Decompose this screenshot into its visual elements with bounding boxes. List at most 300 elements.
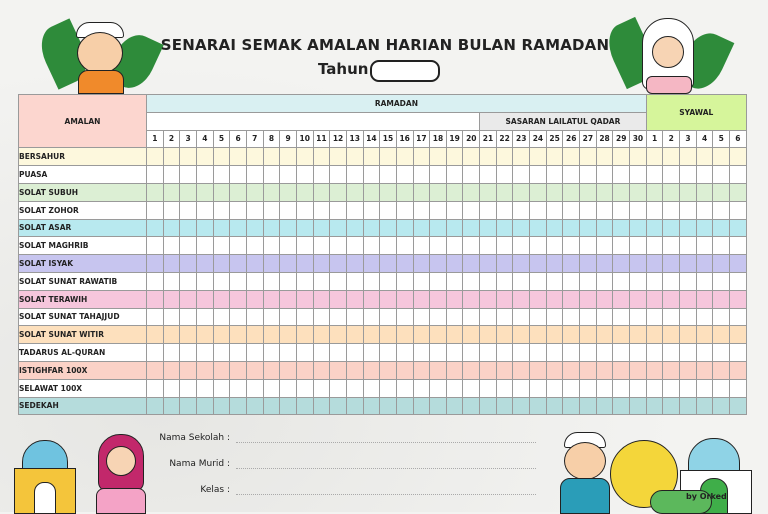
checkbox-cell[interactable] bbox=[213, 148, 230, 166]
checkbox-cell[interactable] bbox=[330, 326, 347, 344]
checkbox-cell[interactable] bbox=[680, 255, 697, 273]
school-name-field[interactable] bbox=[150, 433, 230, 459]
checkbox-cell[interactable] bbox=[196, 308, 213, 326]
checkbox-cell[interactable] bbox=[246, 237, 263, 255]
checkbox-cell[interactable] bbox=[163, 379, 180, 397]
checkbox-cell[interactable] bbox=[680, 344, 697, 362]
checkbox-cell[interactable] bbox=[446, 183, 463, 201]
checkbox-cell[interactable] bbox=[296, 326, 313, 344]
checkbox-cell[interactable] bbox=[246, 290, 263, 308]
checkbox-cell[interactable] bbox=[596, 308, 613, 326]
checkbox-cell[interactable] bbox=[230, 344, 247, 362]
checkbox-cell[interactable] bbox=[513, 361, 530, 379]
checkbox-cell[interactable] bbox=[696, 290, 713, 308]
checkbox-cell[interactable] bbox=[513, 255, 530, 273]
checkbox-cell[interactable] bbox=[480, 397, 497, 415]
checkbox-cell[interactable] bbox=[630, 272, 647, 290]
checkbox-cell[interactable] bbox=[396, 255, 413, 273]
checkbox-cell[interactable] bbox=[230, 255, 247, 273]
checkbox-cell[interactable] bbox=[263, 379, 280, 397]
checkbox-cell[interactable] bbox=[196, 397, 213, 415]
checkbox-cell[interactable] bbox=[680, 308, 697, 326]
checkbox-cell[interactable] bbox=[330, 183, 347, 201]
checkbox-cell[interactable] bbox=[363, 308, 380, 326]
checkbox-cell[interactable] bbox=[730, 183, 747, 201]
checkbox-cell[interactable] bbox=[246, 201, 263, 219]
checkbox-cell[interactable] bbox=[463, 326, 480, 344]
checkbox-cell[interactable] bbox=[580, 379, 597, 397]
checkbox-cell[interactable] bbox=[663, 290, 680, 308]
checkbox-cell[interactable] bbox=[730, 326, 747, 344]
checkbox-cell[interactable] bbox=[246, 148, 263, 166]
year-input-box[interactable] bbox=[370, 60, 440, 82]
checkbox-cell[interactable] bbox=[330, 361, 347, 379]
checkbox-cell[interactable] bbox=[246, 308, 263, 326]
checkbox-cell[interactable] bbox=[346, 326, 363, 344]
checkbox-cell[interactable] bbox=[430, 361, 447, 379]
checkbox-cell[interactable] bbox=[696, 379, 713, 397]
checkbox-cell[interactable] bbox=[730, 219, 747, 237]
checkbox-cell[interactable] bbox=[480, 255, 497, 273]
checkbox-cell[interactable] bbox=[630, 397, 647, 415]
checkbox-cell[interactable] bbox=[246, 272, 263, 290]
checkbox-cell[interactable] bbox=[263, 255, 280, 273]
checkbox-cell[interactable] bbox=[463, 379, 480, 397]
checkbox-cell[interactable] bbox=[513, 344, 530, 362]
checkbox-cell[interactable] bbox=[613, 166, 630, 184]
checkbox-cell[interactable] bbox=[296, 290, 313, 308]
checkbox-cell[interactable] bbox=[396, 361, 413, 379]
checkbox-cell[interactable] bbox=[630, 201, 647, 219]
checkbox-cell[interactable] bbox=[296, 361, 313, 379]
checkbox-cell[interactable] bbox=[413, 201, 430, 219]
checkbox-cell[interactable] bbox=[463, 344, 480, 362]
checkbox-cell[interactable] bbox=[396, 201, 413, 219]
checkbox-cell[interactable] bbox=[563, 166, 580, 184]
checkbox-cell[interactable] bbox=[180, 201, 197, 219]
checkbox-cell[interactable] bbox=[613, 344, 630, 362]
checkbox-cell[interactable] bbox=[213, 219, 230, 237]
checkbox-cell[interactable] bbox=[546, 183, 563, 201]
checkbox-cell[interactable] bbox=[680, 290, 697, 308]
checkbox-cell[interactable] bbox=[147, 183, 164, 201]
checkbox-cell[interactable] bbox=[596, 166, 613, 184]
checkbox-cell[interactable] bbox=[546, 272, 563, 290]
checkbox-cell[interactable] bbox=[230, 148, 247, 166]
checkbox-cell[interactable] bbox=[580, 219, 597, 237]
checkbox-cell[interactable] bbox=[530, 255, 547, 273]
checkbox-cell[interactable] bbox=[263, 183, 280, 201]
checkbox-cell[interactable] bbox=[446, 201, 463, 219]
checkbox-cell[interactable] bbox=[696, 397, 713, 415]
checkbox-cell[interactable] bbox=[596, 148, 613, 166]
checkbox-cell[interactable] bbox=[213, 183, 230, 201]
checkbox-cell[interactable] bbox=[530, 201, 547, 219]
checkbox-cell[interactable] bbox=[480, 361, 497, 379]
checkbox-cell[interactable] bbox=[630, 326, 647, 344]
checkbox-cell[interactable] bbox=[613, 308, 630, 326]
checkbox-cell[interactable] bbox=[230, 308, 247, 326]
checkbox-cell[interactable] bbox=[380, 379, 397, 397]
checkbox-cell[interactable] bbox=[280, 272, 297, 290]
checkbox-cell[interactable] bbox=[463, 201, 480, 219]
checkbox-cell[interactable] bbox=[446, 219, 463, 237]
checkbox-cell[interactable] bbox=[346, 166, 363, 184]
checkbox-cell[interactable] bbox=[480, 201, 497, 219]
checkbox-cell[interactable] bbox=[296, 219, 313, 237]
checkbox-cell[interactable] bbox=[330, 272, 347, 290]
checkbox-cell[interactable] bbox=[213, 397, 230, 415]
checkbox-cell[interactable] bbox=[263, 148, 280, 166]
checkbox-cell[interactable] bbox=[280, 326, 297, 344]
checkbox-cell[interactable] bbox=[480, 148, 497, 166]
checkbox-cell[interactable] bbox=[730, 397, 747, 415]
checkbox-cell[interactable] bbox=[630, 183, 647, 201]
checkbox-cell[interactable] bbox=[446, 290, 463, 308]
checkbox-cell[interactable] bbox=[147, 148, 164, 166]
checkbox-cell[interactable] bbox=[196, 326, 213, 344]
checkbox-cell[interactable] bbox=[230, 379, 247, 397]
checkbox-cell[interactable] bbox=[413, 326, 430, 344]
checkbox-cell[interactable] bbox=[613, 201, 630, 219]
checkbox-cell[interactable] bbox=[147, 344, 164, 362]
checkbox-cell[interactable] bbox=[496, 148, 513, 166]
checkbox-cell[interactable] bbox=[730, 166, 747, 184]
checkbox-cell[interactable] bbox=[496, 308, 513, 326]
checkbox-cell[interactable] bbox=[496, 290, 513, 308]
checkbox-cell[interactable] bbox=[330, 379, 347, 397]
checkbox-cell[interactable] bbox=[396, 237, 413, 255]
checkbox-cell[interactable] bbox=[396, 344, 413, 362]
checkbox-cell[interactable] bbox=[180, 219, 197, 237]
checkbox-cell[interactable] bbox=[730, 290, 747, 308]
checkbox-cell[interactable] bbox=[363, 361, 380, 379]
checkbox-cell[interactable] bbox=[496, 183, 513, 201]
checkbox-cell[interactable] bbox=[413, 361, 430, 379]
checkbox-cell[interactable] bbox=[313, 397, 330, 415]
checkbox-cell[interactable] bbox=[363, 183, 380, 201]
checkbox-cell[interactable] bbox=[147, 237, 164, 255]
checkbox-cell[interactable] bbox=[463, 237, 480, 255]
checkbox-cell[interactable] bbox=[396, 148, 413, 166]
checkbox-cell[interactable] bbox=[563, 201, 580, 219]
checkbox-cell[interactable] bbox=[713, 183, 730, 201]
checkbox-cell[interactable] bbox=[596, 255, 613, 273]
checkbox-cell[interactable] bbox=[313, 344, 330, 362]
checkbox-cell[interactable] bbox=[730, 201, 747, 219]
checkbox-cell[interactable] bbox=[430, 344, 447, 362]
checkbox-cell[interactable] bbox=[213, 379, 230, 397]
checkbox-cell[interactable] bbox=[430, 237, 447, 255]
checkbox-cell[interactable] bbox=[280, 290, 297, 308]
checkbox-cell[interactable] bbox=[496, 326, 513, 344]
checkbox-cell[interactable] bbox=[180, 255, 197, 273]
checkbox-cell[interactable] bbox=[630, 379, 647, 397]
checkbox-cell[interactable] bbox=[280, 344, 297, 362]
checkbox-cell[interactable] bbox=[346, 361, 363, 379]
checkbox-cell[interactable] bbox=[330, 166, 347, 184]
checkbox-cell[interactable] bbox=[663, 397, 680, 415]
checkbox-cell[interactable] bbox=[530, 397, 547, 415]
checkbox-cell[interactable] bbox=[596, 183, 613, 201]
checkbox-cell[interactable] bbox=[147, 166, 164, 184]
checkbox-cell[interactable] bbox=[363, 219, 380, 237]
checkbox-cell[interactable] bbox=[580, 201, 597, 219]
checkbox-cell[interactable] bbox=[680, 237, 697, 255]
checkbox-cell[interactable] bbox=[330, 237, 347, 255]
checkbox-cell[interactable] bbox=[330, 148, 347, 166]
checkbox-cell[interactable] bbox=[346, 290, 363, 308]
checkbox-cell[interactable] bbox=[263, 308, 280, 326]
checkbox-cell[interactable] bbox=[346, 237, 363, 255]
checkbox-cell[interactable] bbox=[313, 379, 330, 397]
checkbox-cell[interactable] bbox=[496, 166, 513, 184]
checkbox-cell[interactable] bbox=[580, 308, 597, 326]
checkbox-cell[interactable] bbox=[496, 379, 513, 397]
checkbox-cell[interactable] bbox=[296, 308, 313, 326]
checkbox-cell[interactable] bbox=[396, 326, 413, 344]
checkbox-cell[interactable] bbox=[630, 308, 647, 326]
checkbox-cell[interactable] bbox=[530, 326, 547, 344]
checkbox-cell[interactable] bbox=[480, 308, 497, 326]
checkbox-cell[interactable] bbox=[530, 308, 547, 326]
checkbox-cell[interactable] bbox=[196, 379, 213, 397]
checkbox-cell[interactable] bbox=[147, 361, 164, 379]
checkbox-cell[interactable] bbox=[480, 166, 497, 184]
checkbox-cell[interactable] bbox=[346, 148, 363, 166]
checkbox-cell[interactable] bbox=[646, 148, 663, 166]
checkbox-cell[interactable] bbox=[413, 237, 430, 255]
checkbox-cell[interactable] bbox=[446, 308, 463, 326]
checkbox-cell[interactable] bbox=[313, 219, 330, 237]
checkbox-cell[interactable] bbox=[496, 201, 513, 219]
checkbox-cell[interactable] bbox=[363, 379, 380, 397]
checkbox-cell[interactable] bbox=[446, 379, 463, 397]
checkbox-cell[interactable] bbox=[263, 272, 280, 290]
checkbox-cell[interactable] bbox=[313, 272, 330, 290]
checkbox-cell[interactable] bbox=[530, 219, 547, 237]
checkbox-cell[interactable] bbox=[546, 148, 563, 166]
checkbox-cell[interactable] bbox=[346, 379, 363, 397]
checkbox-cell[interactable] bbox=[646, 183, 663, 201]
checkbox-cell[interactable] bbox=[513, 201, 530, 219]
checkbox-cell[interactable] bbox=[530, 379, 547, 397]
checkbox-cell[interactable] bbox=[413, 272, 430, 290]
checkbox-cell[interactable] bbox=[263, 344, 280, 362]
checkbox-cell[interactable] bbox=[430, 326, 447, 344]
checkbox-cell[interactable] bbox=[613, 219, 630, 237]
checkbox-cell[interactable] bbox=[713, 219, 730, 237]
checkbox-cell[interactable] bbox=[230, 326, 247, 344]
checkbox-cell[interactable] bbox=[196, 219, 213, 237]
checkbox-cell[interactable] bbox=[263, 201, 280, 219]
checkbox-cell[interactable] bbox=[480, 326, 497, 344]
checkbox-cell[interactable] bbox=[246, 255, 263, 273]
checkbox-cell[interactable] bbox=[730, 308, 747, 326]
checkbox-cell[interactable] bbox=[596, 272, 613, 290]
checkbox-cell[interactable] bbox=[530, 344, 547, 362]
checkbox-cell[interactable] bbox=[363, 397, 380, 415]
checkbox-cell[interactable] bbox=[663, 219, 680, 237]
checkbox-cell[interactable] bbox=[147, 397, 164, 415]
checkbox-cell[interactable] bbox=[147, 326, 164, 344]
checkbox-cell[interactable] bbox=[230, 219, 247, 237]
checkbox-cell[interactable] bbox=[713, 166, 730, 184]
checkbox-cell[interactable] bbox=[263, 237, 280, 255]
checkbox-cell[interactable] bbox=[380, 326, 397, 344]
checkbox-cell[interactable] bbox=[430, 379, 447, 397]
checkbox-cell[interactable] bbox=[546, 308, 563, 326]
checkbox-cell[interactable] bbox=[380, 237, 397, 255]
checkbox-cell[interactable] bbox=[713, 255, 730, 273]
checkbox-cell[interactable] bbox=[496, 237, 513, 255]
checkbox-cell[interactable] bbox=[713, 272, 730, 290]
checkbox-cell[interactable] bbox=[413, 344, 430, 362]
checkbox-cell[interactable] bbox=[713, 237, 730, 255]
checkbox-cell[interactable] bbox=[563, 379, 580, 397]
checkbox-cell[interactable] bbox=[696, 148, 713, 166]
checkbox-cell[interactable] bbox=[563, 183, 580, 201]
checkbox-cell[interactable] bbox=[663, 166, 680, 184]
checkbox-cell[interactable] bbox=[346, 344, 363, 362]
checkbox-cell[interactable] bbox=[230, 166, 247, 184]
checkbox-cell[interactable] bbox=[596, 290, 613, 308]
checkbox-cell[interactable] bbox=[513, 272, 530, 290]
checkbox-cell[interactable] bbox=[446, 148, 463, 166]
checkbox-cell[interactable] bbox=[280, 308, 297, 326]
checkbox-cell[interactable] bbox=[730, 272, 747, 290]
checkbox-cell[interactable] bbox=[330, 201, 347, 219]
checkbox-cell[interactable] bbox=[463, 166, 480, 184]
checkbox-cell[interactable] bbox=[546, 237, 563, 255]
checkbox-cell[interactable] bbox=[563, 344, 580, 362]
checkbox-cell[interactable] bbox=[530, 237, 547, 255]
checkbox-cell[interactable] bbox=[663, 272, 680, 290]
checkbox-cell[interactable] bbox=[213, 255, 230, 273]
checkbox-cell[interactable] bbox=[546, 379, 563, 397]
checkbox-cell[interactable] bbox=[463, 148, 480, 166]
checkbox-cell[interactable] bbox=[613, 237, 630, 255]
checkbox-cell[interactable] bbox=[663, 237, 680, 255]
checkbox-cell[interactable] bbox=[196, 237, 213, 255]
checkbox-cell[interactable] bbox=[380, 272, 397, 290]
checkbox-cell[interactable] bbox=[380, 361, 397, 379]
checkbox-cell[interactable] bbox=[646, 326, 663, 344]
checkbox-cell[interactable] bbox=[413, 255, 430, 273]
checkbox-cell[interactable] bbox=[280, 397, 297, 415]
checkbox-cell[interactable] bbox=[346, 183, 363, 201]
checkbox-cell[interactable] bbox=[280, 166, 297, 184]
checkbox-cell[interactable] bbox=[147, 219, 164, 237]
checkbox-cell[interactable] bbox=[263, 397, 280, 415]
checkbox-cell[interactable] bbox=[380, 290, 397, 308]
checkbox-cell[interactable] bbox=[230, 183, 247, 201]
checkbox-cell[interactable] bbox=[680, 326, 697, 344]
checkbox-cell[interactable] bbox=[713, 326, 730, 344]
checkbox-cell[interactable] bbox=[580, 290, 597, 308]
checkbox-cell[interactable] bbox=[663, 148, 680, 166]
checkbox-cell[interactable] bbox=[213, 272, 230, 290]
checkbox-cell[interactable] bbox=[346, 397, 363, 415]
checkbox-cell[interactable] bbox=[147, 308, 164, 326]
checkbox-cell[interactable] bbox=[196, 201, 213, 219]
checkbox-cell[interactable] bbox=[430, 219, 447, 237]
checkbox-cell[interactable] bbox=[680, 166, 697, 184]
checkbox-cell[interactable] bbox=[630, 344, 647, 362]
checkbox-cell[interactable] bbox=[313, 255, 330, 273]
checkbox-cell[interactable] bbox=[413, 219, 430, 237]
checkbox-cell[interactable] bbox=[530, 183, 547, 201]
checkbox-cell[interactable] bbox=[696, 219, 713, 237]
checkbox-cell[interactable] bbox=[246, 361, 263, 379]
checkbox-cell[interactable] bbox=[646, 201, 663, 219]
checkbox-cell[interactable] bbox=[530, 166, 547, 184]
checkbox-cell[interactable] bbox=[430, 148, 447, 166]
checkbox-cell[interactable] bbox=[230, 361, 247, 379]
checkbox-cell[interactable] bbox=[596, 237, 613, 255]
checkbox-cell[interactable] bbox=[480, 237, 497, 255]
checkbox-cell[interactable] bbox=[196, 148, 213, 166]
checkbox-cell[interactable] bbox=[513, 166, 530, 184]
checkbox-cell[interactable] bbox=[380, 255, 397, 273]
checkbox-cell[interactable] bbox=[546, 361, 563, 379]
checkbox-cell[interactable] bbox=[330, 344, 347, 362]
checkbox-cell[interactable] bbox=[263, 219, 280, 237]
checkbox-cell[interactable] bbox=[363, 326, 380, 344]
checkbox-cell[interactable] bbox=[180, 361, 197, 379]
checkbox-cell[interactable] bbox=[180, 344, 197, 362]
checkbox-cell[interactable] bbox=[463, 290, 480, 308]
checkbox-cell[interactable] bbox=[430, 272, 447, 290]
checkbox-cell[interactable] bbox=[680, 379, 697, 397]
checkbox-cell[interactable] bbox=[596, 219, 613, 237]
checkbox-cell[interactable] bbox=[513, 219, 530, 237]
checkbox-cell[interactable] bbox=[196, 361, 213, 379]
checkbox-cell[interactable] bbox=[696, 326, 713, 344]
checkbox-cell[interactable] bbox=[480, 219, 497, 237]
checkbox-cell[interactable] bbox=[163, 344, 180, 362]
checkbox-cell[interactable] bbox=[613, 290, 630, 308]
checkbox-cell[interactable] bbox=[696, 201, 713, 219]
checkbox-cell[interactable] bbox=[346, 219, 363, 237]
checkbox-cell[interactable] bbox=[430, 255, 447, 273]
checkbox-cell[interactable] bbox=[363, 290, 380, 308]
checkbox-cell[interactable] bbox=[346, 255, 363, 273]
checkbox-cell[interactable] bbox=[180, 290, 197, 308]
checkbox-cell[interactable] bbox=[613, 397, 630, 415]
checkbox-cell[interactable] bbox=[263, 290, 280, 308]
checkbox-cell[interactable] bbox=[680, 183, 697, 201]
checkbox-cell[interactable] bbox=[513, 183, 530, 201]
checkbox-cell[interactable] bbox=[380, 183, 397, 201]
checkbox-cell[interactable] bbox=[663, 308, 680, 326]
checkbox-cell[interactable] bbox=[313, 166, 330, 184]
checkbox-cell[interactable] bbox=[546, 166, 563, 184]
checkbox-cell[interactable] bbox=[446, 272, 463, 290]
checkbox-cell[interactable] bbox=[180, 166, 197, 184]
checkbox-cell[interactable] bbox=[613, 183, 630, 201]
checkbox-cell[interactable] bbox=[596, 326, 613, 344]
checkbox-cell[interactable] bbox=[263, 166, 280, 184]
checkbox-cell[interactable] bbox=[696, 166, 713, 184]
checkbox-cell[interactable] bbox=[463, 361, 480, 379]
checkbox-cell[interactable] bbox=[446, 361, 463, 379]
checkbox-cell[interactable] bbox=[196, 183, 213, 201]
checkbox-cell[interactable] bbox=[213, 290, 230, 308]
checkbox-cell[interactable] bbox=[580, 272, 597, 290]
checkbox-cell[interactable] bbox=[163, 166, 180, 184]
checkbox-cell[interactable] bbox=[730, 344, 747, 362]
